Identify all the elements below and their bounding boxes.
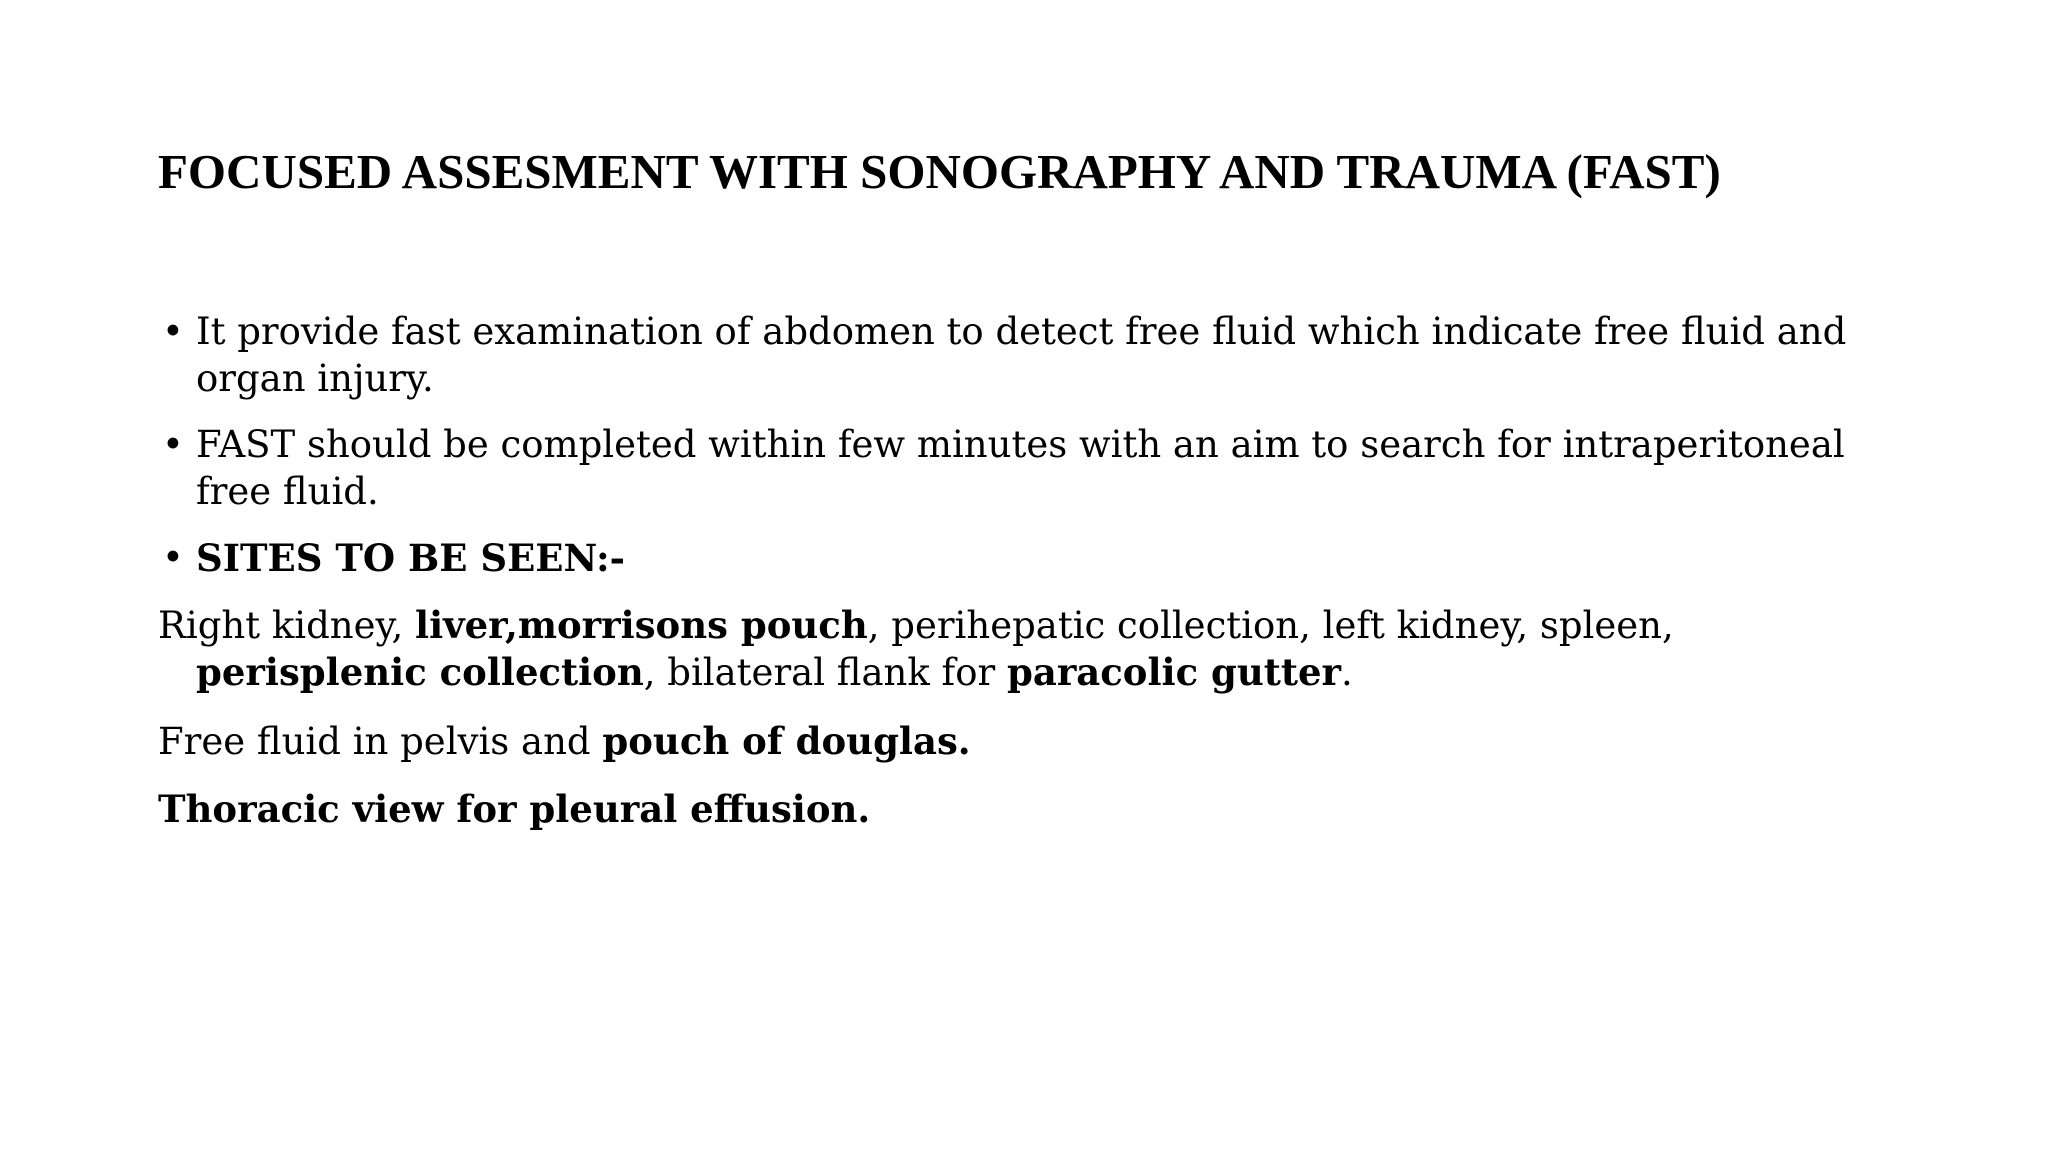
pelvis-text: Free fluid in pelvis and xyxy=(158,719,603,763)
sites-text-2: , perihepatic collection, left kidney, spleen, xyxy=(867,603,1674,647)
slide-title: FOCUSED ASSESMENT WITH SONOGRAPHY AND TRAUMA (FAST) xyxy=(158,144,1721,199)
pelvis-bold: pouch of douglas. xyxy=(602,718,971,763)
sites-text-3: , bilateral flank for xyxy=(643,651,1007,694)
slide-body xyxy=(158,309,1898,834)
bullet-item-fast-examination: • It provide fast examination of abdomen to detect free fluid which indicate free fluid and organ injury. xyxy=(158,309,1898,402)
bullet-item-sites-heading xyxy=(158,535,1898,583)
sites-bold-3: paracolic gutter xyxy=(1006,650,1341,694)
bullet-item-fast-duration: • FAST should be completed within few minutes with an aim to search for intraperitoneal free fluid. xyxy=(158,422,1898,515)
sites-text-1: Right kidney, xyxy=(158,603,416,647)
thoracic-bold: Thoracic view for pleural effusion. xyxy=(158,787,871,831)
sites-bold-2: perisplenic collection xyxy=(196,650,644,694)
sites-text-4: . xyxy=(1341,651,1353,694)
thoracic-paragraph xyxy=(158,786,1898,834)
sites-list-paragraph xyxy=(158,602,1898,697)
sites-bold-1: liver,morrisons pouch xyxy=(415,602,868,647)
sites-heading-text: SITES TO BE SEEN:- xyxy=(196,536,626,580)
pelvis-paragraph xyxy=(158,718,1898,766)
